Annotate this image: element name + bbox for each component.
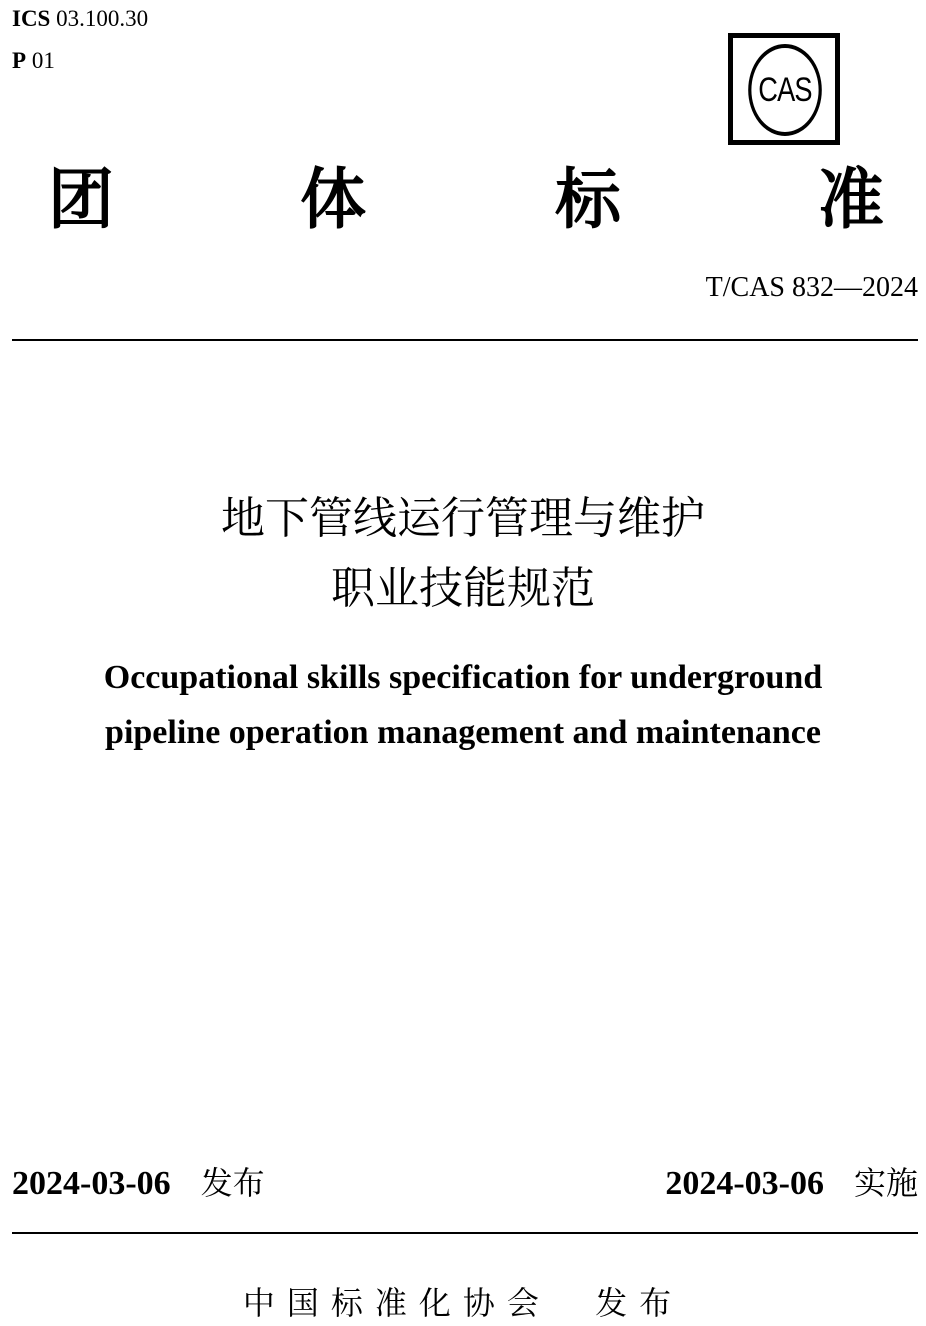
type-char-1: 团 (48, 161, 114, 238)
issue-date: 2024-03-06 (12, 1165, 171, 1202)
title-en-line-2: pipeline operation management and maintenance (105, 714, 821, 751)
title-cn-line-1: 地下管线运行管理与维护 (221, 493, 705, 544)
class-label: P (12, 48, 27, 73)
cas-logo-text: CAS (748, 44, 822, 136)
ics-value: 03.100.30 (56, 6, 149, 31)
bottom-divider (12, 1232, 918, 1234)
classification-code (12, 48, 55, 74)
issue-date-block (12, 1158, 265, 1204)
type-char-3: 标 (555, 161, 621, 238)
implement-label: 实施 (853, 1164, 918, 1202)
implement-date-block (665, 1158, 918, 1204)
standard-number: T/CAS 832—2024 (705, 272, 918, 303)
top-divider (12, 339, 918, 341)
class-value: 01 (31, 48, 55, 73)
ics-label: ICS (12, 6, 51, 31)
implement-date: 2024-03-06 (665, 1165, 824, 1202)
title-cn-line-2: 职业技能规范 (331, 563, 595, 614)
cas-logo (728, 33, 840, 145)
publisher: 中国标准化协会 发布 (242, 1284, 684, 1322)
type-char-2: 体 (300, 161, 366, 238)
ics-code (12, 6, 148, 32)
title-en-line-1: Occupational skills specification for underground (103, 659, 823, 696)
type-char-4: 准 (818, 161, 884, 238)
issue-label: 发布 (200, 1164, 265, 1202)
